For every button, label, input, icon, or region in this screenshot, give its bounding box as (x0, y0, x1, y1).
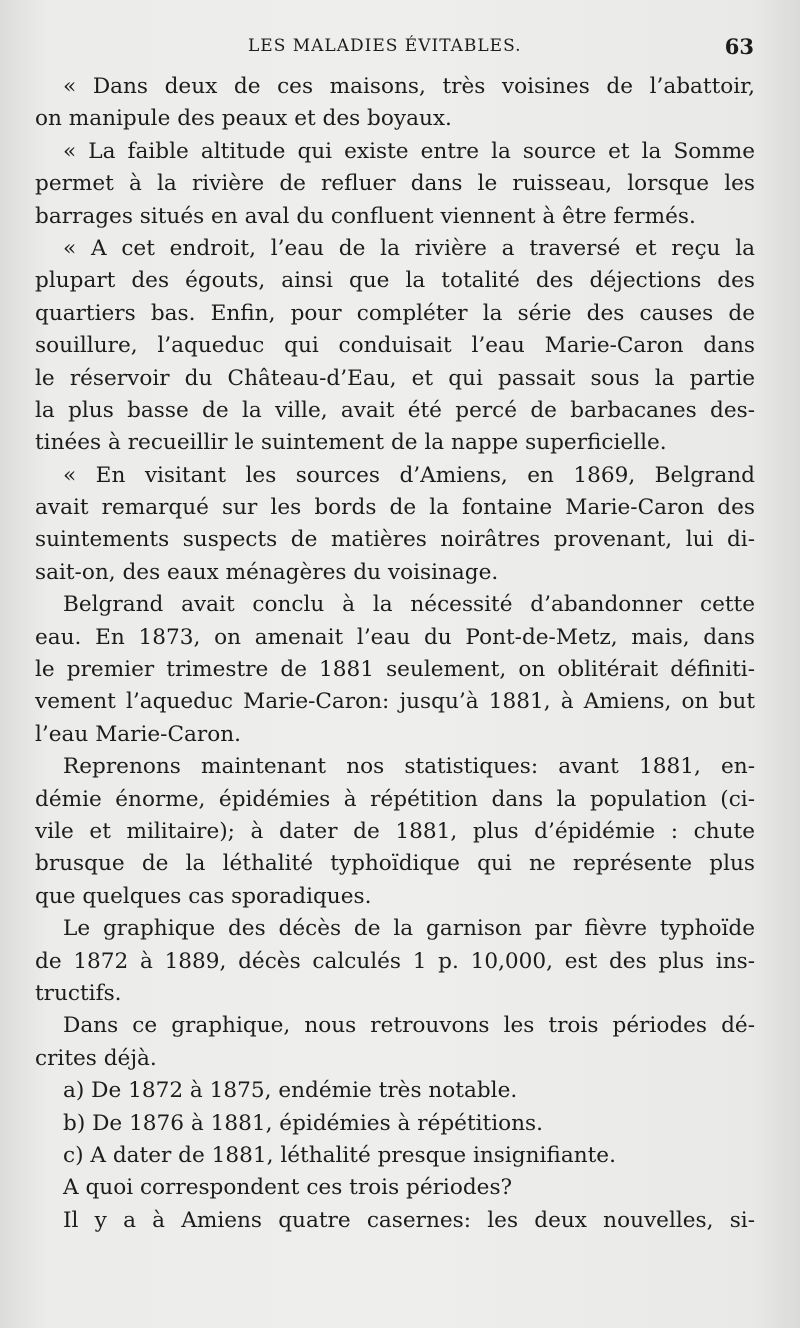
text-line: le premier trimestre de 1881 seulement, on oblitérait définiti- (35, 657, 755, 683)
text-line: barrages situés en aval du confluent viennent à être fermés. (35, 203, 696, 229)
text-line: A quoi correspondent ces trois périodes? (63, 1175, 513, 1201)
text-line: tinées à recueillir le suintement de la nappe superficielle. (35, 430, 667, 456)
text-line: démie énorme, épidémies à répétition dans la population (ci- (35, 786, 755, 812)
text-line: b) De 1876 à 1881, épidémies à répétitions. (63, 1110, 543, 1136)
text-line: « En visitant les sources d’Amiens, en 1869, Belgrand (63, 462, 755, 488)
text-line: l’eau Marie-Caron. (35, 721, 241, 747)
text-line: Il y a à Amiens quatre casernes: les deux nouvelles, si- (63, 1207, 755, 1233)
text-line: sait-on, des eaux ménagères du voisinage. (35, 559, 499, 585)
text-line: « La faible altitude qui existe entre la source et la Somme (63, 138, 755, 164)
text-line: quartiers bas. Enfin, pour compléter la série des causes de (35, 300, 755, 326)
text-line: Dans ce graphique, nous retrouvons les trois périodes dé- (63, 1013, 755, 1039)
text-line: a) De 1872 à 1875, endémie très notable. (63, 1078, 518, 1104)
text-line: « A cet endroit, l’eau de la rivière a traversé et reçu la (63, 235, 755, 261)
text-line: la plus basse de la ville, avait été percé de barbacanes des- (35, 397, 755, 423)
text-line: suintements suspects de matières noirâtres provenant, lui di- (35, 527, 755, 553)
text-line: c) A dater de 1881, léthalité presque insignifiante. (63, 1142, 616, 1168)
text-line: Reprenons maintenant nos statistiques: avant 1881, en- (63, 754, 755, 780)
text-line: vement l’aqueduc Marie-Caron: jusqu’à 1881, à Amiens, on but (35, 689, 755, 715)
page-header (0, 36, 800, 66)
text-line: crites déjà. (35, 1045, 157, 1071)
text-line: de 1872 à 1889, décès calculés 1 p. 10,000, est des plus ins- (35, 948, 755, 974)
text-line: eau. En 1873, on amenait l’eau du Pont-de-Metz, mais, dans (35, 624, 755, 650)
text-line: brusque de la léthalité typhoïdique qui ne représente plus (35, 851, 755, 877)
text-line: que quelques cas sporadiques. (35, 883, 372, 909)
text-line: avait remarqué sur les bords de la fontaine Marie-Caron des (35, 495, 755, 521)
text-line: Le graphique des décès de la garnison par fièvre typhoïde (63, 916, 755, 942)
text-line: « Dans deux de ces maisons, très voisines de l’abattoir, (63, 74, 755, 99)
running-title: LES MALADIES ÉVITABLES. (248, 36, 522, 56)
text-line: souillure, l’aqueduc qui conduisait l’eau Marie-Caron dans (35, 333, 755, 359)
page-number: 63 (724, 34, 754, 59)
body-text (35, 71, 755, 1237)
text-line: tructifs. (35, 980, 122, 1006)
text-line: permet à la rivière de refluer dans le ruisseau, lorsque les (35, 171, 755, 197)
text-line: plupart des égouts, ainsi que la totalité des déjections des (35, 268, 755, 294)
text-line: Belgrand avait conclu à la nécessité d’abandonner cette (63, 592, 755, 618)
text-line: on manipule des peaux et des boyaux. (35, 106, 452, 132)
text-line: vile et militaire); à dater de 1881, plus d’épidémie : chute (35, 818, 755, 844)
text-line: le réservoir du Château-d’Eau, et qui passait sous la partie (35, 365, 755, 391)
